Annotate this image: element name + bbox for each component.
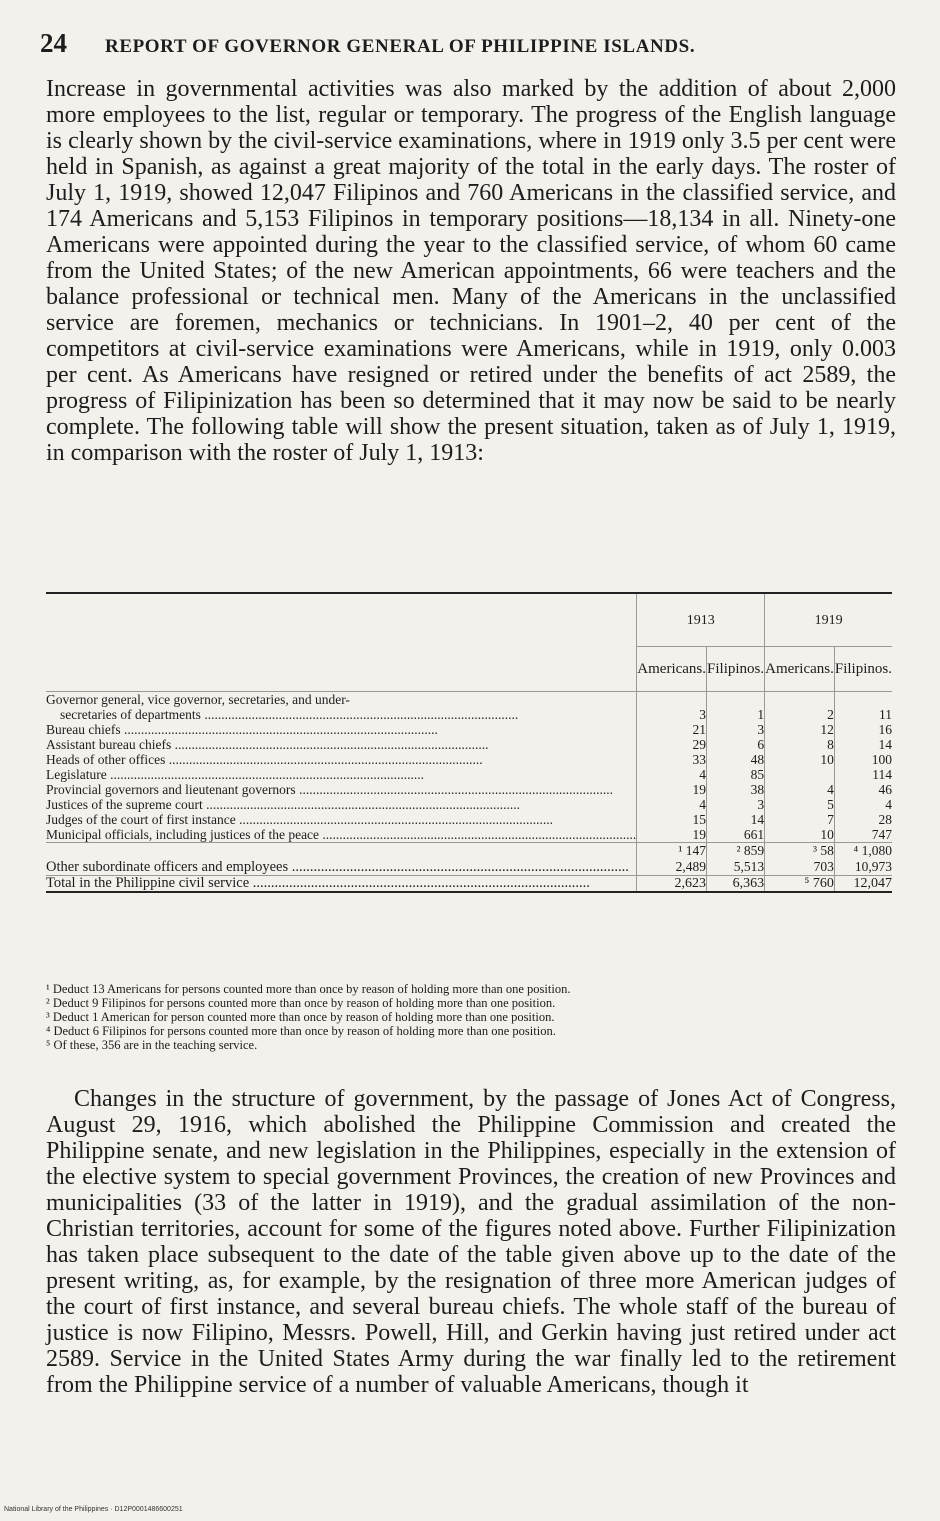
col-header-americans-1919: Americans. [765, 647, 835, 692]
table-cell: 8 [827, 737, 834, 752]
table-cell: 114 [872, 767, 892, 782]
table-cell: 4 [827, 782, 834, 797]
table-cell [765, 767, 834, 782]
table-cell: 2,623 [637, 876, 707, 893]
body-paragraph-2: Changes in the structure of government, by the passage of Jones Act of Congress, August 29, 1916, which abolished the Philippine Commission and created the Philippine senate, and new legislation in the Philippines, especially in the extension of the elective system to special government Provinces, the creation of new Provinces and municipalities (33 of the latter in 1919), and the gradual assimilation of the non-Christian territories, account for some of the figures noted above. Further Filipinization has taken place subsequent to the date of the table given above up to the date of the present writing, as, for example, by the resignation of three more American judges of the court of first instance, and several bureau chiefs. The whole staff of the bureau of justice is now Filipino, Messrs. Powell, Hill, and Gerkin having just retired under act 2589. Service in the United States Army during the war finally led to the retirement from the Philippine service of a number of valuable Americans, though it [46, 1086, 896, 1398]
col-header-americans-1913: Americans. [637, 647, 707, 692]
row-label: Legislature ..... [46, 767, 636, 782]
table-cell: 747 [871, 827, 892, 842]
footnote: ² Deduct 9 Filipinos for persons counted more than once by reason of holding more than one position. [46, 996, 556, 1010]
table-cell: 661 [743, 827, 765, 842]
cell-value: 10,973 [854, 859, 892, 874]
table-cell: 21 [692, 722, 707, 737]
year-header-1913: 1913 [637, 593, 765, 647]
row-label: Judges of the court of first instance ..... [46, 812, 636, 827]
page-number: 24 [40, 28, 67, 58]
table-cell: 11 [879, 707, 892, 722]
row-label: Justices of the supreme court ..... [46, 797, 636, 812]
table-cell: 15 [692, 812, 707, 827]
year-header-1919: 1919 [765, 593, 892, 647]
table-cell: 19 [692, 782, 707, 797]
row-label: Municipal officials, including justices of the peace ..... [46, 827, 636, 842]
table-cell: ⁵ 760 [765, 876, 835, 893]
deduction-value: ² 859 [736, 843, 765, 858]
table-cell: 1 [757, 707, 765, 722]
table-cell [707, 692, 764, 707]
table-cell: 3 [699, 707, 707, 722]
deduction-value: ⁴ 1,080 [853, 843, 892, 858]
table-cell [765, 692, 834, 707]
table-cell: 38 [750, 782, 765, 797]
table-cell: 48 [750, 752, 765, 767]
table-cell: 12,047 [834, 876, 892, 893]
values-filipinos-1913 [707, 692, 765, 843]
employment-table [46, 592, 892, 893]
table-cell: 16 [878, 722, 892, 737]
table-cell: 28 [878, 812, 892, 827]
cell-value: 703 [813, 859, 834, 874]
table-cell: 3 [757, 797, 765, 812]
table-cell: 46 [878, 782, 892, 797]
table-cell: 10 [820, 752, 834, 767]
table-cell: 19 [692, 827, 707, 842]
table-stub-header [46, 593, 637, 692]
footnotes [46, 982, 896, 1052]
footnote: ⁴ Deduct 6 Filipinos for persons counted more than once by reason of holding more than one position. [46, 1024, 556, 1038]
table-cell: 4 [699, 767, 707, 782]
table-cell: 29 [692, 737, 707, 752]
table-cell [637, 843, 707, 876]
total-label: Total in the Philippine civil service ..... [46, 876, 637, 893]
page-header [40, 28, 900, 59]
cell-value: 5,513 [733, 859, 765, 874]
col-header-filipinos-1919: Filipinos. [834, 647, 892, 692]
table-cell: 14 [878, 737, 892, 752]
row-label: Bureau chiefs ..... [46, 722, 636, 737]
table-cell: 6 [757, 737, 765, 752]
footnote: ⁵ Of these, 356 are in the teaching service. [46, 1038, 258, 1052]
row-label: Governor general, vice governor, secretaries, and under- [46, 692, 350, 707]
row-label: Assistant bureau chiefs ..... [46, 737, 636, 752]
body-paragraph-1: Increase in governmental activities was also marked by the addition of about 2,000 more employees to the list, regular or temporary. The progress of the English language is clearly shown by the civil-service examinations, where in 1919 only 3.5 per cent were held in Spanish, as against a great majority of the total in the early days. The roster of July 1, 1919, showed 12,047 Filipinos and 760 Americans in the classified service, and 174 Americans and 5,153 Filipinos in temporary positions—18,134 in all. Ninety-one Americans were appointed during the year to the classified service, of whom 60 came from the United States; of the new American appointments, 66 were teachers and the balance professional or technical men. Many of the Americans in the unclassified service are foremen, mechanics or technicians. In 1901–2, 40 per cent of the competitors at civil-service examinations were Americans, while in 1919, only 0.003 per cent. As Americans have resigned or retired under the benefits of act 2589, the progress of Filipinization has been so determined that it may now be said to be nearly complete. The following table will show the present situation, taken as of July 1, 1919, in comparison with the roster of July 1, 1913: [46, 76, 896, 466]
row-label: secretaries of departments ..... [46, 707, 636, 722]
table-row-other [46, 843, 892, 876]
row-label: Heads of other offices ..... [46, 752, 636, 767]
table-cell [637, 692, 706, 707]
running-head: REPORT OF GOVERNOR GENERAL OF PHILIPPINE ISLANDS. [105, 36, 696, 57]
footnote: ³ Deduct 1 American for person counted more than once by reason of holding more than one position. [46, 1010, 555, 1024]
table-cell [835, 692, 892, 707]
deduction-value: ¹ 147 [678, 843, 707, 858]
table-cell: 3 [757, 722, 765, 737]
table-body-block [46, 692, 892, 843]
table-cell: 33 [692, 752, 707, 767]
table-cell: 6,363 [707, 876, 765, 893]
row-label: Provincial governors and lieutenant governors ..... [46, 782, 636, 797]
cell-value: 2,489 [675, 859, 707, 874]
table-cell: 10 [820, 827, 834, 842]
values-americans-1913 [637, 692, 707, 843]
table-cell: 7 [827, 812, 834, 827]
table-row-total [46, 876, 892, 893]
table-cell: 4 [885, 797, 892, 812]
values-americans-1919 [765, 692, 835, 843]
row-labels-column [46, 692, 637, 843]
table-cell: 100 [871, 752, 892, 767]
values-filipinos-1919 [834, 692, 892, 843]
table-cell: 12 [820, 722, 834, 737]
table-cell: 14 [750, 812, 765, 827]
table-cell [765, 843, 835, 876]
other-employees-label: Other subordinate officers and employees ..... [46, 843, 637, 876]
table-cell: 85 [750, 767, 765, 782]
col-header-filipinos-1913: Filipinos. [707, 647, 765, 692]
footnote: ¹ Deduct 13 Americans for persons counted more than once by reason of holding more than one position. [46, 982, 571, 996]
table-cell: 4 [699, 797, 707, 812]
table-cell [707, 843, 765, 876]
table-cell: 5 [827, 797, 834, 812]
scan-source-label: National Library of the Philippines · D12P0001486600251 [4, 1506, 183, 1513]
deduction-value: ³ 58 [812, 843, 834, 858]
table-cell: 2 [827, 707, 834, 722]
table-cell [834, 843, 892, 876]
